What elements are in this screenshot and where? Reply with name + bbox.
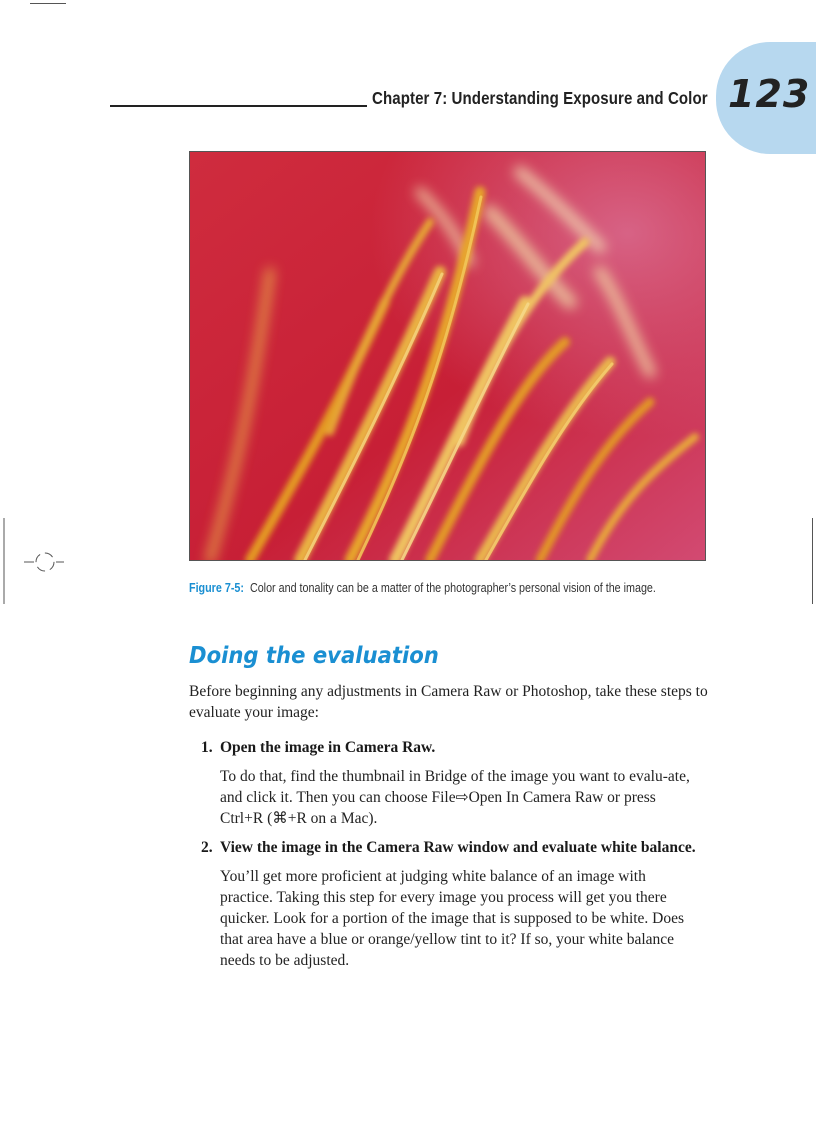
step-body: You’ll get more proficient at judging white balance of an image with practice. Taking this step for every image you process will get you there quicker. Look for a portion of the image that is supposed to be white. Does that area have a blue or orange/yellow tint to it? If so, your white balance needs to be adjusted.: [220, 868, 685, 969]
step-title: View the image in the Camera Raw window and evaluate white balance.: [220, 839, 696, 856]
step-item: [189, 737, 719, 829]
step-body: To do that, find the thumbnail in Bridge of the image you want to evalu-ate, and click it. Then you can choose File⇨Open In Camera Raw or press Ctrl+R (⌘+R on a Mac).: [220, 768, 690, 827]
grass-photo: [190, 152, 705, 560]
chapter-title: Chapter 7: Understanding Exposure and Color: [372, 88, 708, 108]
step-heading: [189, 837, 719, 858]
step-item: [189, 837, 719, 971]
registration-mark-icon: [0, 518, 70, 604]
step-heading: [189, 737, 719, 758]
figure-label: Figure 7-5:: [189, 581, 244, 595]
figure-caption-text: Color and tonality can be a matter of the photographer’s personal vision of the image.: [249, 581, 656, 595]
intro-paragraph: Before beginning any adjustments in Camera Raw or Photoshop, take these steps to evaluate your image:: [189, 683, 708, 721]
step-number: 1.: [201, 739, 213, 756]
step-number: 2.: [201, 839, 213, 856]
section-heading: Doing the evaluation: [189, 643, 439, 669]
step-title: Open the image in Camera Raw.: [220, 739, 436, 756]
crop-mark-top: [30, 3, 66, 4]
figure-caption: [189, 581, 656, 595]
page-number: 123: [728, 72, 811, 116]
header-rule: [110, 105, 367, 107]
steps-list: [189, 737, 719, 979]
figure-image: [189, 151, 706, 561]
crop-mark-right: [812, 518, 813, 604]
